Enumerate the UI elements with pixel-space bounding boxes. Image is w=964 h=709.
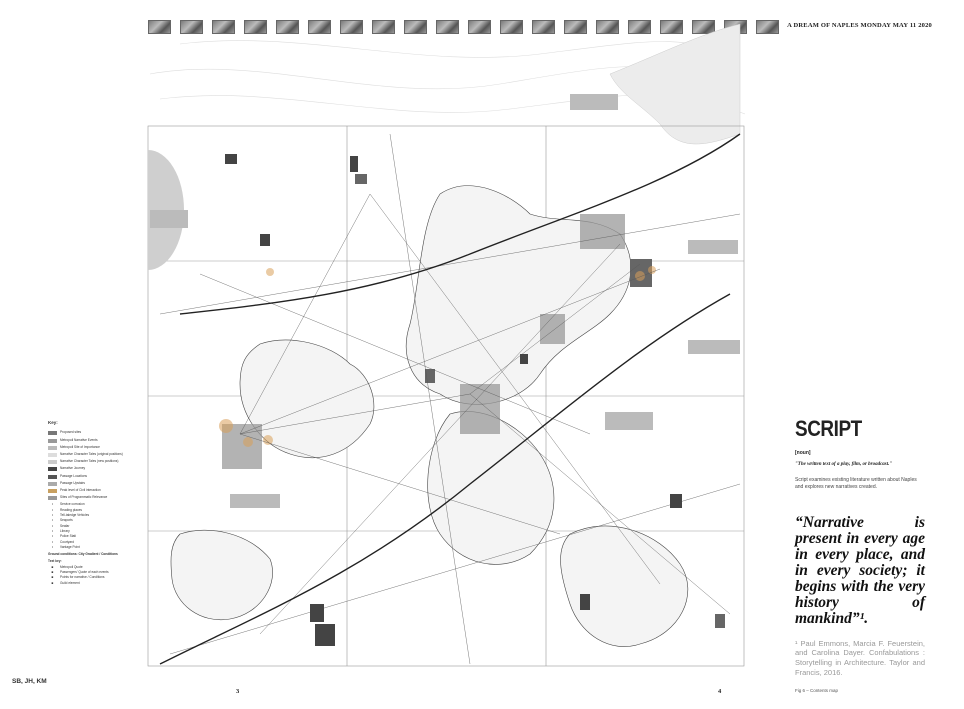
legend-sub-label: Seaports xyxy=(60,518,73,523)
legend-label: Metropoli Narrative Events xyxy=(60,437,98,442)
legend-swatch xyxy=(48,489,57,493)
legend-items xyxy=(48,431,148,500)
script-panel xyxy=(795,418,925,693)
page-title: SCRIPT xyxy=(795,416,862,441)
legend-swatch xyxy=(48,453,57,457)
legend-label: Peak level of Civil interaction xyxy=(60,487,101,492)
legend-label: Metropoli Site of Importance xyxy=(60,444,100,449)
legend-sub-row: • Tell-taledge Vehicles xyxy=(51,512,90,517)
legend-text-key: Text key: xyxy=(48,558,62,563)
legend-label: Narrative Character Tales (original positions) xyxy=(60,452,123,457)
legend-section-ground: Ground conditions: City Gradient / Conditions xyxy=(48,551,118,556)
legend-row xyxy=(48,460,148,464)
description: Script examines existing literature written about Naples and explores new narratives created. xyxy=(795,477,917,490)
map-legend xyxy=(48,420,148,587)
contents-map xyxy=(140,14,752,690)
legend-sub-row: • Seafar xyxy=(51,523,70,528)
page-number-left: 3 xyxy=(236,688,240,695)
legend-swatch xyxy=(48,467,57,471)
legend-label: Passage Upstairs xyxy=(60,480,85,485)
legend-text-items xyxy=(48,566,148,586)
legend-label: Narrative Journey xyxy=(60,466,86,471)
legend-row xyxy=(48,489,148,493)
legend-row xyxy=(48,453,148,457)
figure-caption: Fig 6 – Contents map xyxy=(795,687,839,693)
legend-row xyxy=(48,439,148,443)
legend-swatch xyxy=(48,475,57,479)
legend-label: Sites of Programmatic Relevance xyxy=(60,495,108,500)
legend-sub-row: • Service corrosion xyxy=(51,502,85,507)
legend-sub-row: • Police Stati xyxy=(51,534,76,539)
legend-sub-items xyxy=(48,503,148,550)
legend-sub-label: Seafar xyxy=(60,523,70,528)
legend-label: Narrative Character Tales (new positions) xyxy=(60,459,119,464)
legend-sub-row: • Vantage Point xyxy=(51,545,80,550)
legend-sub-row: • Library xyxy=(51,528,70,533)
legend-label: Proposed sites xyxy=(60,430,82,435)
part-of-speech: [noun] xyxy=(795,450,811,456)
legend-swatch xyxy=(48,460,57,464)
masthead: A DREAM OF NAPLES MONDAY MAY 11 2020 xyxy=(787,22,932,29)
legend-label: Passage Locations xyxy=(60,473,87,478)
legend-sub-label: Library xyxy=(60,528,70,533)
legend-row xyxy=(48,446,148,450)
legend-text-row: ■ Metropoli Quote xyxy=(51,564,83,569)
legend-text-label: Passengers' Quote of each events xyxy=(60,569,109,574)
legend-sub-row: • Seaports xyxy=(51,518,73,523)
legend-sub-label: Police Stati xyxy=(60,534,76,539)
legend-sub-label: Tell-taledge Vehicles xyxy=(60,512,90,517)
legend-text-row: ■ Points for narrative / Conditions xyxy=(51,575,105,580)
legend-row xyxy=(48,475,148,479)
thumbnail-image xyxy=(756,20,779,34)
map-drawing xyxy=(140,14,752,690)
legend-text-row: ■ Passengers' Quote of each events xyxy=(51,569,109,574)
definition: "The written text of a play, film, or broadcast." xyxy=(795,462,893,467)
legend-sub-row: • Courtyard xyxy=(51,539,74,544)
legend-swatch xyxy=(48,431,57,435)
legend-text-label: Points for narrative / Conditions xyxy=(60,575,105,580)
legend-sub-row: • Reading places xyxy=(51,507,82,512)
legend-title: Key: xyxy=(48,420,58,425)
authors: SB, JH, KM xyxy=(12,678,47,685)
legend-row xyxy=(48,482,148,486)
citation: ¹ Paul Emmons, Marcia F. Feuerstein, and Carolina Dayer. Confabulations : Storytelling in Architecture. Taylor and Francis, 2016. xyxy=(795,638,925,677)
legend-swatch xyxy=(48,446,57,450)
legend-swatch xyxy=(48,439,57,443)
legend-row xyxy=(48,431,148,435)
legend-swatch xyxy=(48,496,57,500)
legend-text-label: Guild element xyxy=(60,580,80,585)
legend-sub-label: Reading places xyxy=(60,507,82,512)
pull-quote: “Narrative is present in every age in every place, and in every society; it begins with the very history of mankind”¹. xyxy=(795,514,925,627)
legend-row xyxy=(48,467,148,471)
legend-sub-label: Service corrosion xyxy=(60,502,85,507)
legend-swatch xyxy=(48,482,57,486)
legend-text-label: Metropoli Quote xyxy=(60,564,83,569)
page-number-right: 4 xyxy=(718,688,722,695)
legend-sub-label: Vantage Point xyxy=(60,545,80,550)
legend-text-row: ■ Guild element xyxy=(51,580,80,585)
legend-sub-label: Courtyard xyxy=(60,539,74,544)
legend-row xyxy=(48,496,148,500)
